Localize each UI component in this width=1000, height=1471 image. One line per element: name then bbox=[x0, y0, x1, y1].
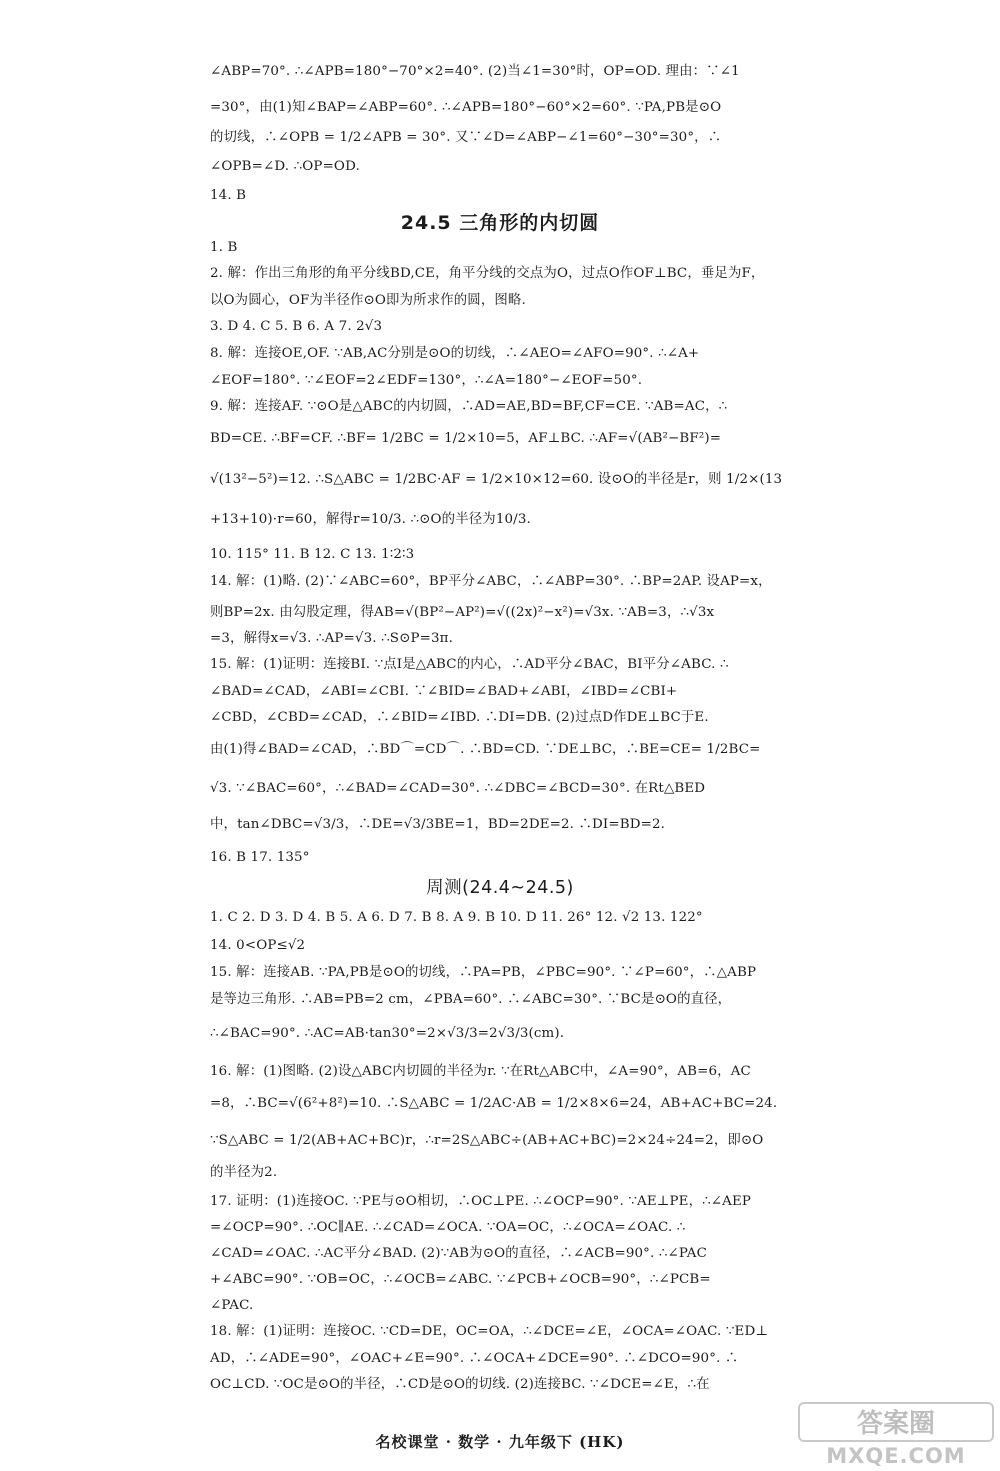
page-footer: 名校课堂 · 数学 · 九年级下 (HK) bbox=[375, 1433, 625, 1451]
text-line: 14. 解：(1)略. (2)∵∠ABC=60°，BP平分∠ABC，∴∠ABP=30°. ∴BP=2AP. 设AP=x， bbox=[210, 574, 772, 589]
text-line: 16. 解：(1)图略. (2)设△ABC内切圆的半径为r. ∵在Rt△ABC中，∠A=90°，AB=6，AC bbox=[210, 1064, 751, 1079]
text-line: =8，∴BC=√(6²+8²)=10. ∴S△ABC = 1/2AC·AB = 1/2×8×6=24，AB+AC+BC=24. bbox=[210, 1096, 778, 1111]
text-line: √3. ∵∠BAC=60°，∴∠BAD=∠CAD=30°. ∴∠DBC=∠BCD=30°. 在Rt△BED bbox=[210, 781, 706, 796]
text-line: ∠PAC. bbox=[210, 1298, 254, 1313]
text-line: BD=CE. ∴BF=CF. ∴BF= 1/2BC = 1/2×10=5，AF⊥BC. ∴AF=√(AB²−BF²)= bbox=[210, 431, 722, 446]
watermark-logo bbox=[798, 1402, 994, 1468]
text-line: 10. 115° 11. B 12. C 13. 1∶2∶3 bbox=[210, 547, 415, 562]
text-line: ∠OPB=∠D. ∴OP=OD. bbox=[210, 159, 360, 174]
text-line: =∠OCP=90°. ∴OC∥AE. ∴∠CAD=∠OCA. ∵OA=OC，∴∠OCA=∠OAC. ∴ bbox=[210, 1220, 686, 1235]
text-line: OC⊥CD. ∵OC是⊙O的半径，∴CD是⊙O的切线. (2)连接BC. ∵∠DCE=∠E，∴在 bbox=[210, 1377, 710, 1392]
text-line: ∴∠BAC=90°. ∴AC=AB·tan30°=2×√3/3=2√3/3(cm). bbox=[210, 1026, 565, 1041]
text-line: 中，tan∠DBC=√3/3，∴DE=√3/3BE=1，BD=2DE=2. ∴DI=BD=2. bbox=[210, 817, 666, 832]
text-line: ∵S△ABC = 1/2(AB+AC+BC)r，∴r=2S△ABC÷(AB+AC+BC)=2×24÷24=2，即⊙O bbox=[210, 1133, 764, 1148]
watermark-logo-text: 答案圈 bbox=[798, 1402, 994, 1442]
text-line: ∠ABP=70°. ∴∠APB=180°−70°×2=40°. (2)当∠1=30°时，OP=OD. 理由：∵∠1 bbox=[210, 64, 740, 79]
watermark-url: MXQE.COM bbox=[826, 1444, 966, 1468]
text-line: AD，∴∠ADE=90°，∠OAC+∠E=90°. ∴∠OCA+∠DCE=90°. ∴∠DCO=90°. ∴ bbox=[210, 1351, 739, 1366]
section-heading: 24.5 三角形的内切圆 bbox=[400, 212, 600, 234]
text-line: 15. 解：连接AB. ∵PA,PB是⊙O的切线，∴PA=PB，∠PBC=90°. ∵∠P=60°，∴△ABP bbox=[210, 965, 757, 980]
text-line: 的切线，∴∠OPB = 1/2∠APB = 30°. 又∵∠D=∠ABP−∠1=60°−30°=30°，∴ bbox=[210, 130, 722, 145]
text-line: 14. 0<OP≤√2 bbox=[210, 938, 306, 953]
text-line: 15. 解：(1)证明：连接BI. ∵点I是△ABC的内心，∴AD平分∠BAC，BI平分∠ABC. ∴ bbox=[210, 657, 729, 672]
text-line: 以O为圆心，OF为半径作⊙O即为所求作的圆，图略. bbox=[210, 293, 526, 308]
text-line: =30°，由(1)知∠BAP=∠ABP=60°. ∴∠APB=180°−60°×2=60°. ∵PA,PB是⊙O bbox=[210, 100, 722, 115]
text-line: +13+10)·r=60，解得r=10/3. ∴⊙O的半径为10/3. bbox=[210, 512, 531, 527]
text-line: ∠CAD=∠OAC. ∴AC平分∠BAD. (2)∵AB为⊙O的直径，∴∠ACB=90°. ∴∠PAC bbox=[210, 1246, 708, 1261]
text-line: 是等边三角形. ∴AB=PB=2 cm，∠PBA=60°. ∴∠ABC=30°. ∵BC是⊙O的直径， bbox=[210, 992, 732, 1007]
text-line: 16. B 17. 135° bbox=[210, 850, 310, 865]
text-line: 3. D 4. C 5. B 6. A 7. 2√3 bbox=[210, 319, 383, 334]
text-line: ∠CBD，∠CBD=∠CAD，∴∠BID=∠IBD. ∴DI=DB. (2)过点D作DE⊥BC于E. bbox=[210, 710, 709, 725]
text-line: ∠BAD=∠CAD，∠ABI=∠CBI. ∵∠BID=∠BAD+∠ABI，∠IBD=∠CBI+ bbox=[210, 684, 678, 699]
text-line: =3，解得x=√3. ∴AP=√3. ∴S⊙P=3π. bbox=[210, 631, 454, 646]
text-line: 1. B bbox=[210, 240, 238, 255]
text-line: 17. 证明：(1)连接OC. ∵PE与⊙O相切，∴OC⊥PE. ∴∠OCP=90°. ∵AE⊥PE，∴∠AEP bbox=[210, 1194, 752, 1209]
text-line: 则BP=2x. 由勾股定理，得AB=√(BP²−AP²)=√((2x)²−x²)=√3x. ∵AB=3，∴√3x bbox=[210, 605, 715, 620]
text-line: 由(1)得∠BAD=∠CAD，∴BD⌒=CD⌒. ∴BD=CD. ∵DE⊥BC，∴BE=CE= 1/2BC= bbox=[210, 742, 761, 757]
text-line: +∠ABC=90°. ∵OB=OC，∴∠OCB=∠ABC. ∵∠PCB+∠OCB=90°，∴∠PCB= bbox=[210, 1272, 711, 1287]
text-line: 9. 解：连接AF. ∵⊙O是△ABC的内切圆，∴AD=AE,BD=BF,CF=CE. ∵AB=AC，∴ bbox=[210, 399, 728, 414]
text-line: 2. 解：作出三角形的角平分线BD,CE，角平分线的交点为O，过点O作OF⊥BC，垂足为F， bbox=[210, 266, 765, 281]
weekly-test-heading: 周测(24.4~24.5) bbox=[426, 878, 574, 898]
text-line: 1. C 2. D 3. D 4. B 5. A 6. D 7. B 8. A 9. B 10. D 11. 26° 12. √2 13. 122° bbox=[210, 910, 703, 925]
text-line: ∠EOF=180°. ∵∠EOF=2∠EDF=130°，∴∠A=180°−∠EOF=50°. bbox=[210, 373, 643, 388]
text-line: 8. 解：连接OE,OF. ∵AB,AC分别是⊙O的切线，∴∠AEO=∠AFO=90°. ∴∠A+ bbox=[210, 346, 700, 361]
text-line: 的半径为2. bbox=[210, 1165, 278, 1180]
text-line: 14. B bbox=[210, 188, 247, 203]
text-line: √(13²−5²)=12. ∴S△ABC = 1/2BC·AF = 1/2×10×12=60. 设⊙O的半径是r，则 1/2×(13 bbox=[210, 472, 783, 487]
text-line: 18. 解：(1)证明：连接OC. ∵CD=DE，OC=OA，∴∠DCE=∠E，∠OCA=∠OAC. ∵ED⊥ bbox=[210, 1324, 769, 1339]
